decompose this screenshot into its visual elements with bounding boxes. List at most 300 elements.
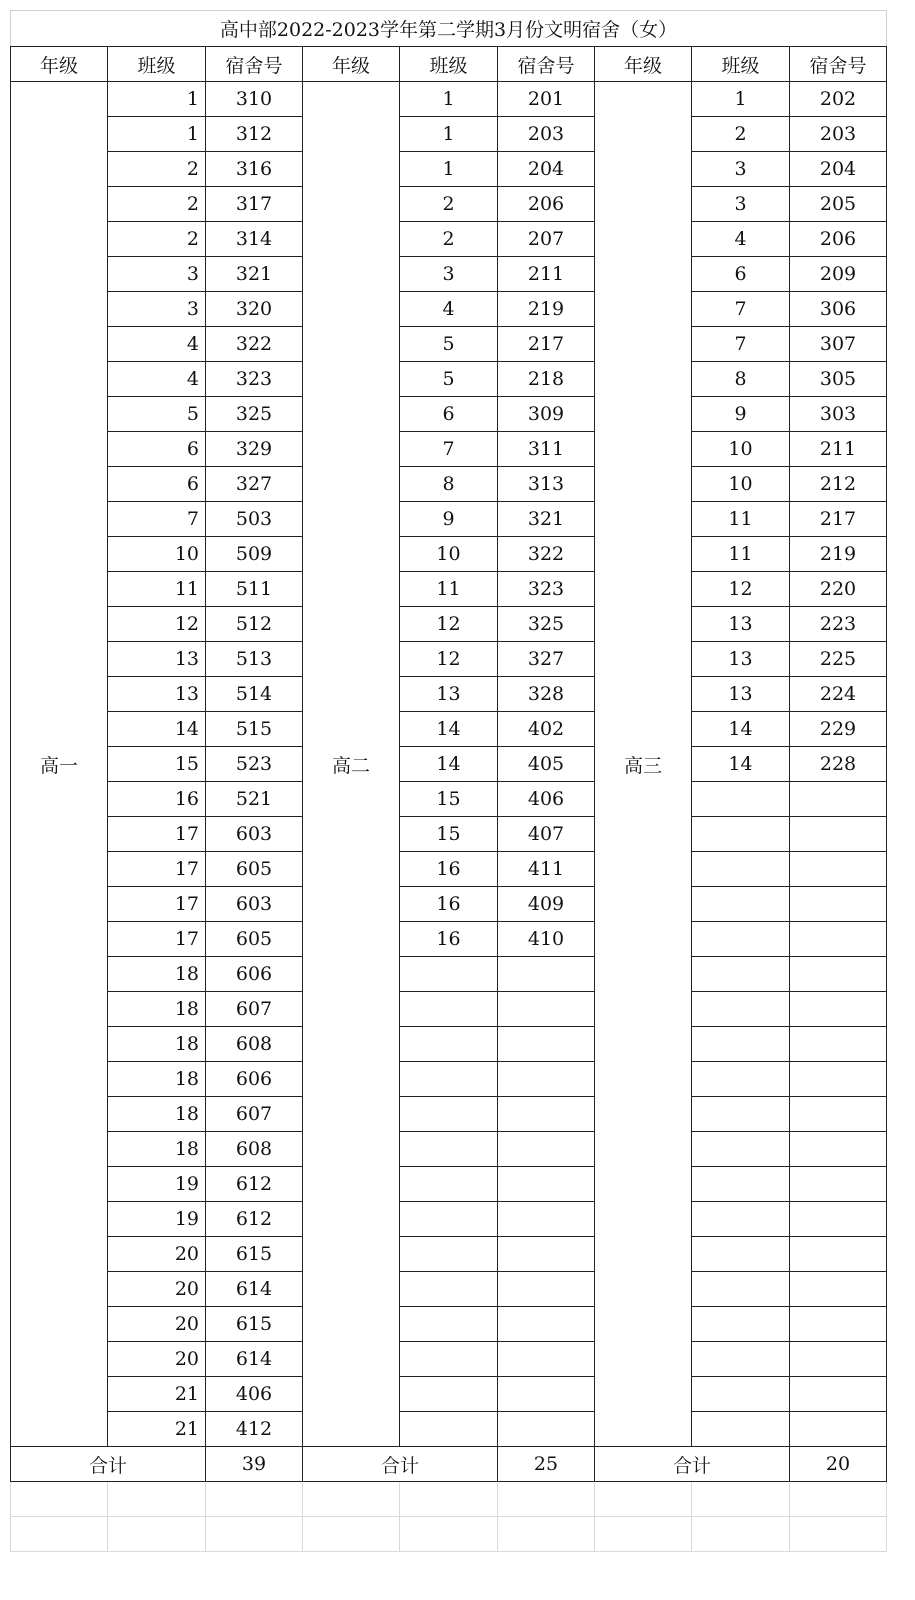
empty-cell — [11, 1482, 108, 1517]
class-cell: 2 — [108, 187, 206, 222]
table-row — [11, 677, 887, 712]
dorm-cell: 325 — [498, 607, 595, 642]
class-cell — [400, 1167, 498, 1202]
class-cell: 12 — [400, 607, 498, 642]
table-row — [11, 887, 887, 922]
class-cell: 6 — [108, 467, 206, 502]
dorm-cell — [790, 1412, 887, 1447]
class-cell — [692, 957, 790, 992]
class-cell: 18 — [108, 1027, 206, 1062]
class-cell — [400, 1027, 498, 1062]
table-row — [11, 1412, 887, 1447]
class-cell — [692, 1272, 790, 1307]
dorm-cell: 212 — [790, 467, 887, 502]
class-cell: 1 — [400, 117, 498, 152]
class-cell: 10 — [108, 537, 206, 572]
class-cell: 13 — [400, 677, 498, 712]
empty-cell — [498, 1517, 595, 1552]
dorm-cell: 321 — [498, 502, 595, 537]
table-row — [11, 187, 887, 222]
dorm-cell: 223 — [790, 607, 887, 642]
class-cell: 16 — [400, 922, 498, 957]
class-cell: 19 — [108, 1202, 206, 1237]
class-cell — [400, 1097, 498, 1132]
table-row — [11, 957, 887, 992]
class-cell — [400, 1132, 498, 1167]
dorm-cell — [498, 1097, 595, 1132]
class-cell: 8 — [400, 467, 498, 502]
dorm-cell — [790, 1237, 887, 1272]
class-cell — [400, 992, 498, 1027]
dorm-cell: 325 — [206, 397, 303, 432]
class-cell — [692, 1097, 790, 1132]
dorm-cell — [498, 1412, 595, 1447]
grade-cell: 高一 — [11, 82, 108, 1447]
class-cell: 8 — [692, 362, 790, 397]
class-cell: 21 — [108, 1412, 206, 1447]
dorm-cell — [790, 1097, 887, 1132]
class-cell: 11 — [692, 502, 790, 537]
table-row — [11, 712, 887, 747]
class-cell: 12 — [108, 607, 206, 642]
table-row — [11, 1377, 887, 1412]
table-row — [11, 222, 887, 257]
class-cell — [692, 1307, 790, 1342]
table-row — [11, 992, 887, 1027]
table-row — [11, 1097, 887, 1132]
class-cell: 4 — [108, 362, 206, 397]
header-dorm: 宿舍号 — [790, 47, 887, 82]
dorm-cell: 203 — [498, 117, 595, 152]
total-value: 20 — [790, 1447, 887, 1482]
class-cell: 20 — [108, 1272, 206, 1307]
dorm-cell: 514 — [206, 677, 303, 712]
total-value: 39 — [206, 1447, 303, 1482]
dorm-cell: 228 — [790, 747, 887, 782]
dorm-cell: 606 — [206, 957, 303, 992]
dorm-cell: 509 — [206, 537, 303, 572]
class-cell: 18 — [108, 957, 206, 992]
dorm-cell — [498, 1167, 595, 1202]
class-cell: 3 — [400, 257, 498, 292]
class-cell: 10 — [400, 537, 498, 572]
class-cell — [400, 957, 498, 992]
table-row — [11, 152, 887, 187]
table-row — [11, 642, 887, 677]
dorm-cell: 219 — [498, 292, 595, 327]
dorm-cell: 605 — [206, 922, 303, 957]
class-cell: 11 — [692, 537, 790, 572]
dorm-cell: 311 — [498, 432, 595, 467]
dorm-cell: 201 — [498, 82, 595, 117]
dorm-cell: 409 — [498, 887, 595, 922]
dorm-cell: 512 — [206, 607, 303, 642]
table-row — [11, 502, 887, 537]
dorm-cell: 612 — [206, 1202, 303, 1237]
table-row — [11, 1272, 887, 1307]
class-cell — [692, 1027, 790, 1062]
class-cell: 15 — [400, 817, 498, 852]
header-grade: 年级 — [303, 47, 400, 82]
total-label: 合计 — [595, 1447, 790, 1482]
dorm-cell: 515 — [206, 712, 303, 747]
class-cell: 13 — [692, 642, 790, 677]
class-cell — [400, 1272, 498, 1307]
empty-cell — [303, 1517, 400, 1552]
empty-cell — [790, 1482, 887, 1517]
table-row — [11, 467, 887, 502]
class-cell: 18 — [108, 1062, 206, 1097]
empty-cell — [692, 1482, 790, 1517]
dorm-cell — [498, 1202, 595, 1237]
dorm-cell — [498, 1342, 595, 1377]
class-cell — [692, 1202, 790, 1237]
dorm-cell: 211 — [790, 432, 887, 467]
dorm-cell: 204 — [790, 152, 887, 187]
class-cell — [692, 1132, 790, 1167]
table-row — [11, 292, 887, 327]
class-cell: 3 — [692, 152, 790, 187]
class-cell: 1 — [400, 82, 498, 117]
dorm-cell: 316 — [206, 152, 303, 187]
class-cell — [692, 1237, 790, 1272]
dorm-cell: 612 — [206, 1167, 303, 1202]
dorm-cell: 209 — [790, 257, 887, 292]
table-row — [11, 257, 887, 292]
table-row — [11, 1202, 887, 1237]
dorm-cell: 407 — [498, 817, 595, 852]
class-cell: 14 — [108, 712, 206, 747]
class-cell: 4 — [400, 292, 498, 327]
table-row — [11, 747, 887, 782]
dorm-cell: 229 — [790, 712, 887, 747]
class-cell — [400, 1342, 498, 1377]
grade-cell: 高三 — [595, 82, 692, 1447]
dorm-cell — [790, 1272, 887, 1307]
class-cell: 6 — [400, 397, 498, 432]
class-cell: 13 — [692, 677, 790, 712]
class-cell — [400, 1202, 498, 1237]
dorm-cell — [498, 1307, 595, 1342]
class-cell: 19 — [108, 1167, 206, 1202]
class-cell: 6 — [108, 432, 206, 467]
class-cell: 2 — [400, 187, 498, 222]
dorm-cell: 410 — [498, 922, 595, 957]
table-row — [11, 432, 887, 467]
class-cell: 17 — [108, 922, 206, 957]
dorm-cell — [790, 1342, 887, 1377]
class-cell: 7 — [692, 327, 790, 362]
table-row — [11, 327, 887, 362]
dorm-cell — [790, 1062, 887, 1097]
dorm-cell: 220 — [790, 572, 887, 607]
table-row — [11, 1167, 887, 1202]
class-cell — [692, 887, 790, 922]
dorm-cell: 305 — [790, 362, 887, 397]
dorm-cell — [498, 1027, 595, 1062]
dorm-cell — [790, 957, 887, 992]
empty-cell — [206, 1517, 303, 1552]
dorm-cell: 225 — [790, 642, 887, 677]
dorm-cell: 217 — [498, 327, 595, 362]
class-cell — [400, 1237, 498, 1272]
table-row — [11, 1027, 887, 1062]
table-row — [11, 537, 887, 572]
dorm-cell: 605 — [206, 852, 303, 887]
dorm-cell: 521 — [206, 782, 303, 817]
class-cell: 5 — [400, 327, 498, 362]
header-grade: 年级 — [11, 47, 108, 82]
total-label: 合计 — [303, 1447, 498, 1482]
dorm-cell: 606 — [206, 1062, 303, 1097]
dorm-cell: 412 — [206, 1412, 303, 1447]
totals-row — [11, 1447, 887, 1482]
dorm-cell: 205 — [790, 187, 887, 222]
dorm-cell: 322 — [206, 327, 303, 362]
dorm-cell: 317 — [206, 187, 303, 222]
class-cell: 12 — [692, 572, 790, 607]
dorm-cell: 411 — [498, 852, 595, 887]
dorm-cell — [790, 887, 887, 922]
class-cell — [400, 1307, 498, 1342]
dorm-cell: 320 — [206, 292, 303, 327]
dorm-cell: 614 — [206, 1272, 303, 1307]
dorm-cell: 607 — [206, 1097, 303, 1132]
class-cell: 16 — [400, 887, 498, 922]
class-cell: 12 — [400, 642, 498, 677]
class-cell: 5 — [400, 362, 498, 397]
empty-cell — [595, 1482, 692, 1517]
empty-cell — [400, 1482, 498, 1517]
dorm-cell: 523 — [206, 747, 303, 782]
class-cell: 10 — [692, 432, 790, 467]
dorm-cell: 310 — [206, 82, 303, 117]
dorm-cell: 327 — [498, 642, 595, 677]
dorm-cell: 402 — [498, 712, 595, 747]
class-cell: 7 — [692, 292, 790, 327]
title-row — [11, 11, 887, 47]
dorm-table — [10, 10, 887, 1552]
class-cell: 1 — [108, 117, 206, 152]
class-cell — [692, 817, 790, 852]
table-row — [11, 782, 887, 817]
class-cell: 14 — [400, 712, 498, 747]
dorm-cell: 406 — [206, 1377, 303, 1412]
dorm-cell: 203 — [790, 117, 887, 152]
dorm-cell — [498, 1377, 595, 1412]
table-row — [11, 1132, 887, 1167]
dorm-cell — [498, 1237, 595, 1272]
header-class: 班级 — [692, 47, 790, 82]
class-cell: 13 — [108, 642, 206, 677]
class-cell: 11 — [108, 572, 206, 607]
class-cell: 17 — [108, 887, 206, 922]
dorm-cell: 218 — [498, 362, 595, 397]
sheet-title: 高中部2022-2023学年第二学期3月份文明宿舍（女） — [11, 11, 887, 47]
table-row — [11, 1342, 887, 1377]
class-cell: 7 — [400, 432, 498, 467]
dorm-cell — [498, 957, 595, 992]
dorm-cell: 322 — [498, 537, 595, 572]
class-cell: 10 — [692, 467, 790, 502]
class-cell: 20 — [108, 1307, 206, 1342]
class-cell — [400, 1412, 498, 1447]
class-cell — [400, 1377, 498, 1412]
class-cell — [692, 1342, 790, 1377]
dorm-cell: 323 — [498, 572, 595, 607]
dorm-cell: 503 — [206, 502, 303, 537]
class-cell: 9 — [400, 502, 498, 537]
dorm-cell: 607 — [206, 992, 303, 1027]
class-cell: 1 — [692, 82, 790, 117]
total-value: 25 — [498, 1447, 595, 1482]
empty-row — [11, 1517, 887, 1552]
dorm-cell: 323 — [206, 362, 303, 397]
class-cell: 13 — [692, 607, 790, 642]
class-cell: 7 — [108, 502, 206, 537]
dorm-cell — [790, 1202, 887, 1237]
table-row — [11, 1062, 887, 1097]
table-row — [11, 117, 887, 152]
class-cell: 5 — [108, 397, 206, 432]
dorm-cell: 306 — [790, 292, 887, 327]
class-cell — [692, 922, 790, 957]
class-cell — [692, 852, 790, 887]
dorm-cell: 312 — [206, 117, 303, 152]
empty-cell — [498, 1482, 595, 1517]
dorm-cell: 603 — [206, 817, 303, 852]
dorm-cell: 217 — [790, 502, 887, 537]
dorm-cell: 219 — [790, 537, 887, 572]
dorm-cell — [790, 1027, 887, 1062]
table-row — [11, 852, 887, 887]
dorm-cell: 614 — [206, 1342, 303, 1377]
class-cell: 13 — [108, 677, 206, 712]
table-row — [11, 607, 887, 642]
dorm-cell: 224 — [790, 677, 887, 712]
class-cell: 1 — [108, 82, 206, 117]
empty-cell — [692, 1517, 790, 1552]
dorm-cell — [498, 1062, 595, 1097]
dorm-cell — [790, 817, 887, 852]
dorm-cell: 608 — [206, 1132, 303, 1167]
dorm-cell: 206 — [498, 187, 595, 222]
class-cell: 18 — [108, 1132, 206, 1167]
class-cell: 18 — [108, 992, 206, 1027]
dorm-cell — [790, 1132, 887, 1167]
empty-cell — [206, 1482, 303, 1517]
dorm-cell — [498, 1132, 595, 1167]
empty-cell — [790, 1517, 887, 1552]
dorm-cell: 608 — [206, 1027, 303, 1062]
class-cell: 17 — [108, 852, 206, 887]
table-row — [11, 397, 887, 432]
table-row — [11, 1237, 887, 1272]
class-cell: 2 — [108, 152, 206, 187]
class-cell — [692, 1167, 790, 1202]
class-cell: 20 — [108, 1342, 206, 1377]
dorm-cell: 309 — [498, 397, 595, 432]
table-row — [11, 922, 887, 957]
class-cell: 2 — [400, 222, 498, 257]
empty-cell — [595, 1517, 692, 1552]
dorm-cell: 406 — [498, 782, 595, 817]
class-cell: 11 — [400, 572, 498, 607]
dorm-cell: 405 — [498, 747, 595, 782]
empty-cell — [108, 1517, 206, 1552]
header-class: 班级 — [108, 47, 206, 82]
class-cell — [400, 1062, 498, 1097]
table-row — [11, 817, 887, 852]
class-cell — [692, 1377, 790, 1412]
dorm-cell — [790, 1307, 887, 1342]
dorm-cell — [498, 992, 595, 1027]
dorm-cell: 211 — [498, 257, 595, 292]
dorm-cell — [790, 782, 887, 817]
dorm-cell: 327 — [206, 467, 303, 502]
dorm-cell: 313 — [498, 467, 595, 502]
dorm-cell — [790, 1167, 887, 1202]
header-dorm: 宿舍号 — [206, 47, 303, 82]
class-cell: 3 — [108, 292, 206, 327]
dorm-cell: 615 — [206, 1237, 303, 1272]
class-cell: 3 — [108, 257, 206, 292]
dorm-cell: 307 — [790, 327, 887, 362]
class-cell: 16 — [400, 852, 498, 887]
dorm-cell: 303 — [790, 397, 887, 432]
class-cell: 14 — [692, 747, 790, 782]
dorm-cell: 328 — [498, 677, 595, 712]
class-cell: 20 — [108, 1237, 206, 1272]
dorm-cell: 321 — [206, 257, 303, 292]
class-cell: 2 — [108, 222, 206, 257]
class-cell: 17 — [108, 817, 206, 852]
class-cell — [692, 1412, 790, 1447]
table-row — [11, 362, 887, 397]
dorm-cell: 329 — [206, 432, 303, 467]
empty-cell — [303, 1482, 400, 1517]
total-label: 合计 — [11, 1447, 206, 1482]
empty-cell — [11, 1517, 108, 1552]
class-cell — [692, 782, 790, 817]
dorm-cell — [790, 922, 887, 957]
dorm-cell: 202 — [790, 82, 887, 117]
dorm-cell — [790, 852, 887, 887]
class-cell: 9 — [692, 397, 790, 432]
dorm-cell: 314 — [206, 222, 303, 257]
header-dorm: 宿舍号 — [498, 47, 595, 82]
class-cell: 6 — [692, 257, 790, 292]
dorm-cell: 513 — [206, 642, 303, 677]
dorm-cell: 615 — [206, 1307, 303, 1342]
dorm-cell: 603 — [206, 887, 303, 922]
empty-cell — [400, 1517, 498, 1552]
dorm-cell: 511 — [206, 572, 303, 607]
dorm-cell — [498, 1272, 595, 1307]
class-cell — [692, 1062, 790, 1097]
grade-cell: 高二 — [303, 82, 400, 1447]
dorm-cell: 206 — [790, 222, 887, 257]
empty-row — [11, 1482, 887, 1517]
class-cell: 1 — [400, 152, 498, 187]
class-cell: 4 — [108, 327, 206, 362]
dorm-cell: 204 — [498, 152, 595, 187]
dorm-sheet — [10, 10, 887, 1552]
empty-cell — [108, 1482, 206, 1517]
table-row — [11, 1307, 887, 1342]
header-row — [11, 47, 887, 82]
class-cell: 16 — [108, 782, 206, 817]
